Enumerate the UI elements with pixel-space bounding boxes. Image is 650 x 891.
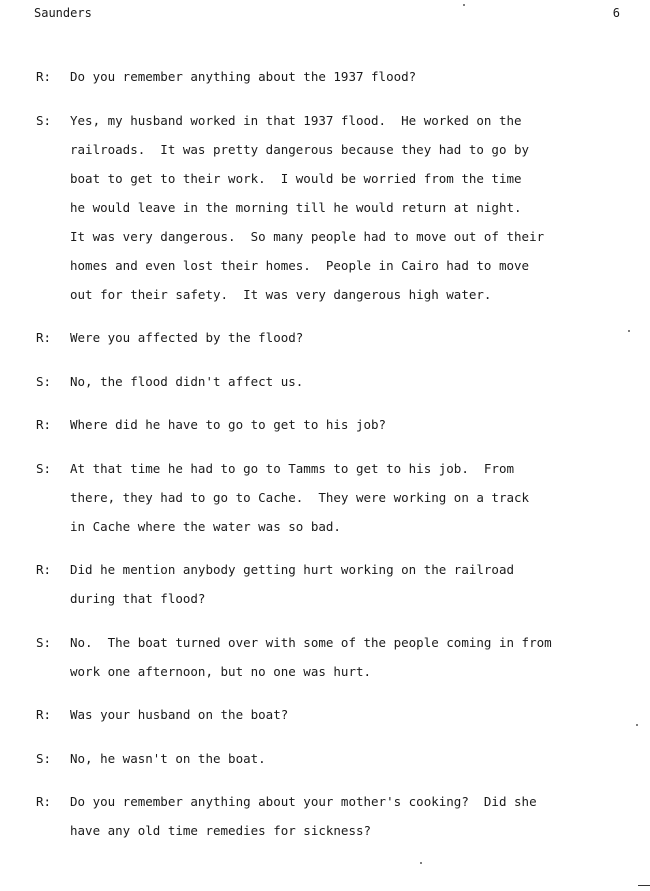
entry-text bbox=[70, 628, 552, 686]
speaker-label: S: bbox=[36, 750, 52, 766]
text-line: he would leave in the morning till he would return at night. bbox=[70, 199, 522, 215]
text-line: there, they had to go to Cache. They were working on a track bbox=[70, 489, 530, 505]
text-line: out for their safety. It was very dangerous high water. bbox=[70, 286, 492, 302]
transcript-entry bbox=[36, 367, 626, 396]
speaker-label: S: bbox=[36, 112, 52, 128]
text-line: It was very dangerous. So many people had to move out of their bbox=[70, 228, 545, 244]
transcript-entry bbox=[36, 787, 626, 845]
scan-speck bbox=[636, 724, 638, 726]
page-header bbox=[34, 6, 620, 26]
transcript-entry bbox=[36, 454, 626, 541]
text-line: Was your husband on the boat? bbox=[70, 707, 289, 722]
text-line: during that flood? bbox=[70, 591, 206, 606]
entry-text bbox=[70, 62, 416, 91]
transcript-entry bbox=[36, 62, 626, 91]
speaker-label: R: bbox=[36, 562, 52, 577]
entry-text bbox=[70, 323, 303, 352]
entry-text bbox=[70, 106, 544, 309]
entry-text bbox=[70, 454, 529, 541]
text-line: Do you remember anything about the 1937 flood? bbox=[70, 69, 417, 84]
scan-speck bbox=[463, 4, 465, 6]
text-line: work one afternoon, but no one was hurt. bbox=[70, 663, 372, 679]
transcript-entry bbox=[36, 106, 626, 309]
text-line: Did he mention anybody getting hurt working on the railroad bbox=[70, 562, 515, 577]
speaker-label: R: bbox=[36, 69, 52, 84]
entry-text bbox=[70, 744, 266, 773]
text-line: Were you affected by the flood? bbox=[70, 330, 304, 345]
speaker-label: S: bbox=[36, 373, 52, 389]
text-line: in Cache where the water was so bad. bbox=[70, 518, 341, 534]
transcript-entry bbox=[36, 323, 626, 352]
text-line: have any old time remedies for sickness? bbox=[70, 823, 372, 838]
text-line: No, the flood didn't affect us. bbox=[70, 373, 304, 389]
text-line: At that time he had to go to Tamms to get to his job. From bbox=[70, 460, 515, 476]
scan-speck bbox=[628, 330, 630, 332]
speaker-label: R: bbox=[36, 707, 52, 722]
transcript-entry bbox=[36, 628, 626, 686]
transcript-body bbox=[36, 62, 626, 860]
speaker-label: S: bbox=[36, 460, 52, 476]
entry-text bbox=[70, 700, 288, 729]
interviewee-name: Saunders bbox=[34, 6, 92, 20]
page-number: 6 bbox=[612, 6, 620, 20]
transcript-entry bbox=[36, 700, 626, 729]
scan-edge-mark bbox=[638, 885, 650, 886]
text-line: No. The boat turned over with some of the people coming in from bbox=[70, 634, 552, 650]
transcript-entry bbox=[36, 744, 626, 773]
text-line: Yes, my husband worked in that 1937 flood. He worked on the bbox=[70, 112, 522, 128]
entry-text bbox=[70, 410, 386, 439]
text-line: No, he wasn't on the boat. bbox=[70, 750, 266, 766]
text-line: homes and even lost their homes. People in Cairo had to move bbox=[70, 257, 530, 273]
transcript-entry bbox=[36, 410, 626, 439]
scan-speck bbox=[420, 862, 422, 864]
entry-text bbox=[70, 787, 537, 845]
text-line: Do you remember anything about your mother's cooking? Did she bbox=[70, 794, 537, 809]
text-line: railroads. It was pretty dangerous because they had to go by bbox=[70, 141, 530, 157]
speaker-label: R: bbox=[36, 330, 52, 345]
speaker-label: S: bbox=[36, 634, 52, 650]
entry-text bbox=[70, 555, 514, 613]
speaker-label: R: bbox=[36, 417, 52, 432]
transcript-entry bbox=[36, 555, 626, 613]
speaker-label: R: bbox=[36, 794, 52, 809]
text-line: boat to get to their work. I would be worried from the time bbox=[70, 170, 522, 186]
entry-text bbox=[70, 367, 303, 396]
text-line: Where did he have to go to get to his job? bbox=[70, 417, 387, 432]
